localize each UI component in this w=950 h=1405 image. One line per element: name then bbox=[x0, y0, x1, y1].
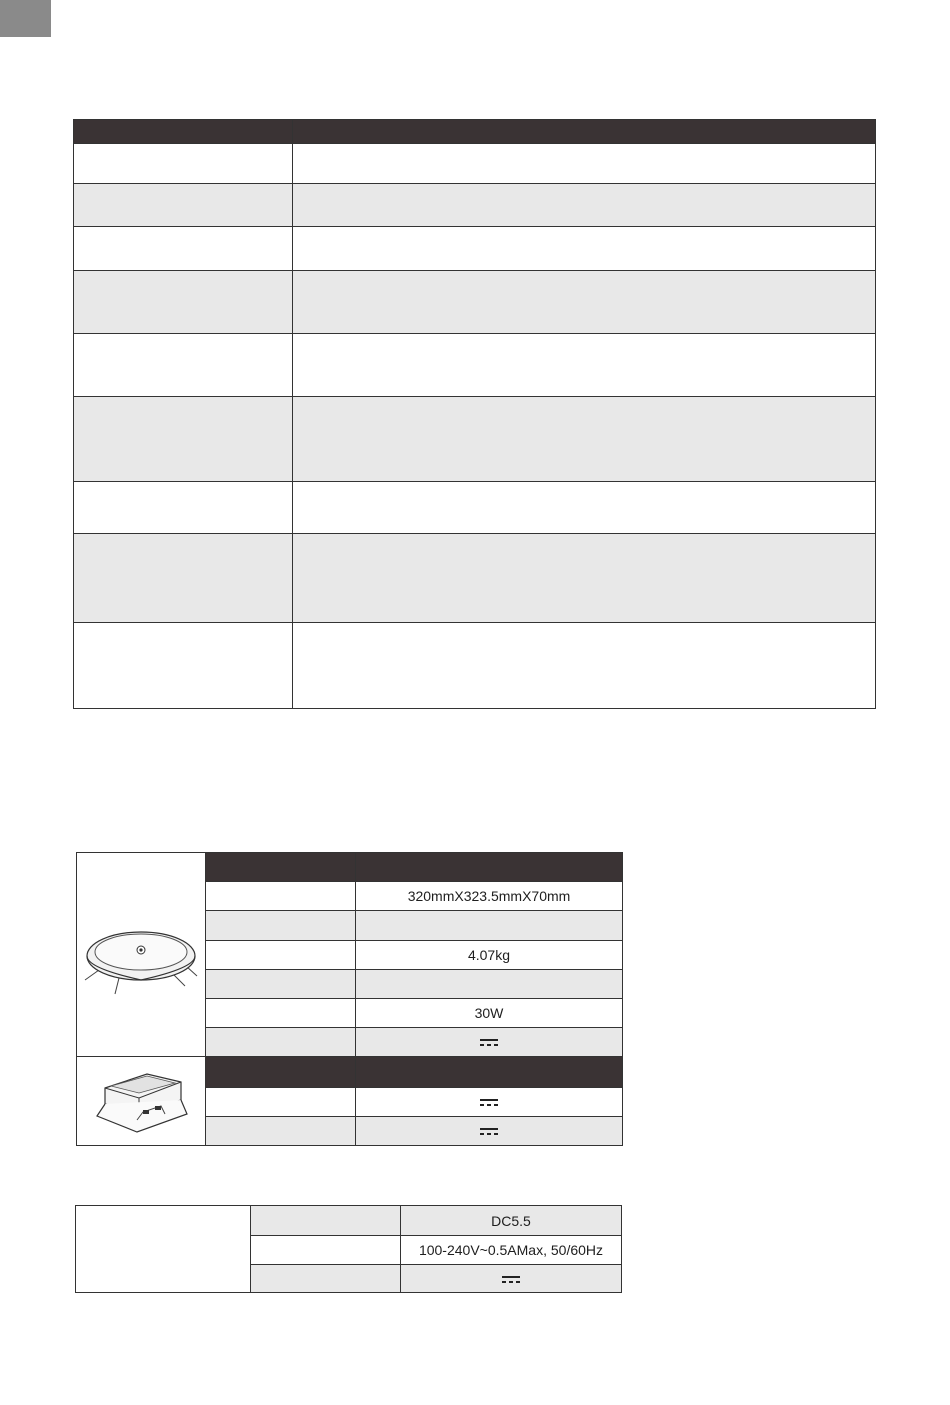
spec-voltage-value bbox=[356, 1028, 623, 1057]
spec-size-value: 320mmX323.5mmX70mm bbox=[356, 882, 623, 911]
header-cell bbox=[293, 120, 876, 144]
table-cell bbox=[293, 534, 876, 623]
table-header-row bbox=[77, 1057, 623, 1088]
spec-label-cell bbox=[206, 941, 356, 970]
dock-label-cell bbox=[206, 1088, 356, 1117]
dock-label-cell bbox=[206, 1117, 356, 1146]
table-cell bbox=[74, 334, 293, 397]
table-cell bbox=[74, 271, 293, 334]
table-row bbox=[74, 271, 876, 334]
dock-input-value bbox=[356, 1088, 623, 1117]
header-cell bbox=[74, 120, 293, 144]
adapter-label-cell bbox=[76, 1206, 251, 1293]
table-cell bbox=[293, 623, 876, 709]
dock-header-cell bbox=[356, 1057, 623, 1088]
dock-output-value bbox=[356, 1117, 623, 1146]
adapter-table bbox=[75, 1205, 622, 1293]
table-row bbox=[74, 227, 876, 271]
dock-image-cell bbox=[77, 1057, 206, 1146]
dc-current-icon bbox=[480, 1098, 498, 1108]
charging-dock-illustration bbox=[91, 1060, 191, 1140]
dc-current-icon bbox=[480, 1127, 498, 1137]
adapter-input-value: 100-240V~0.5AMax, 50/60Hz bbox=[401, 1236, 622, 1265]
table-cell bbox=[74, 144, 293, 184]
spec-power-value: 30W bbox=[356, 999, 623, 1028]
spec-value-cell bbox=[356, 970, 623, 999]
table-cell bbox=[293, 334, 876, 397]
table-row bbox=[74, 534, 876, 623]
spec-weight-value: 4.07kg bbox=[356, 941, 623, 970]
adapter-output-value: DC5.5 bbox=[401, 1206, 622, 1236]
spec-label-cell bbox=[206, 1028, 356, 1057]
table-cell bbox=[74, 623, 293, 709]
table-row bbox=[74, 184, 876, 227]
spec-value-cell bbox=[356, 911, 623, 941]
spec-label-cell bbox=[206, 911, 356, 941]
table-cell bbox=[293, 271, 876, 334]
adapter-key-cell bbox=[251, 1206, 401, 1236]
spec-header-cell bbox=[356, 853, 623, 882]
table-cell bbox=[74, 397, 293, 482]
troubleshooting-table bbox=[73, 119, 876, 709]
table-cell bbox=[74, 482, 293, 534]
robot-vacuum-illustration bbox=[81, 908, 201, 998]
spec-header-cell bbox=[206, 853, 356, 882]
spec-label-cell bbox=[206, 999, 356, 1028]
adapter-key-cell bbox=[251, 1236, 401, 1265]
page-corner-tab bbox=[0, 0, 51, 37]
adapter-key-cell bbox=[251, 1265, 401, 1293]
table-cell bbox=[293, 144, 876, 184]
table-header-row bbox=[77, 853, 623, 882]
table-cell bbox=[293, 227, 876, 271]
table-row bbox=[76, 1206, 622, 1236]
table-row bbox=[74, 144, 876, 184]
table-cell bbox=[74, 227, 293, 271]
table-header-row bbox=[74, 120, 876, 144]
table-row bbox=[74, 623, 876, 709]
table-cell bbox=[74, 184, 293, 227]
dock-header-cell bbox=[206, 1057, 356, 1088]
table-row bbox=[74, 334, 876, 397]
specification-table bbox=[76, 852, 623, 1146]
table-cell bbox=[74, 534, 293, 623]
table-cell bbox=[293, 397, 876, 482]
robot-image-cell bbox=[77, 853, 206, 1057]
table-row bbox=[74, 397, 876, 482]
adapter-dc-value bbox=[401, 1265, 622, 1293]
dc-current-icon bbox=[502, 1275, 520, 1285]
spec-label-cell bbox=[206, 970, 356, 999]
spec-label-cell bbox=[206, 882, 356, 911]
table-cell bbox=[293, 184, 876, 227]
table-row bbox=[74, 482, 876, 534]
table-cell bbox=[293, 482, 876, 534]
dc-current-icon bbox=[480, 1038, 498, 1048]
